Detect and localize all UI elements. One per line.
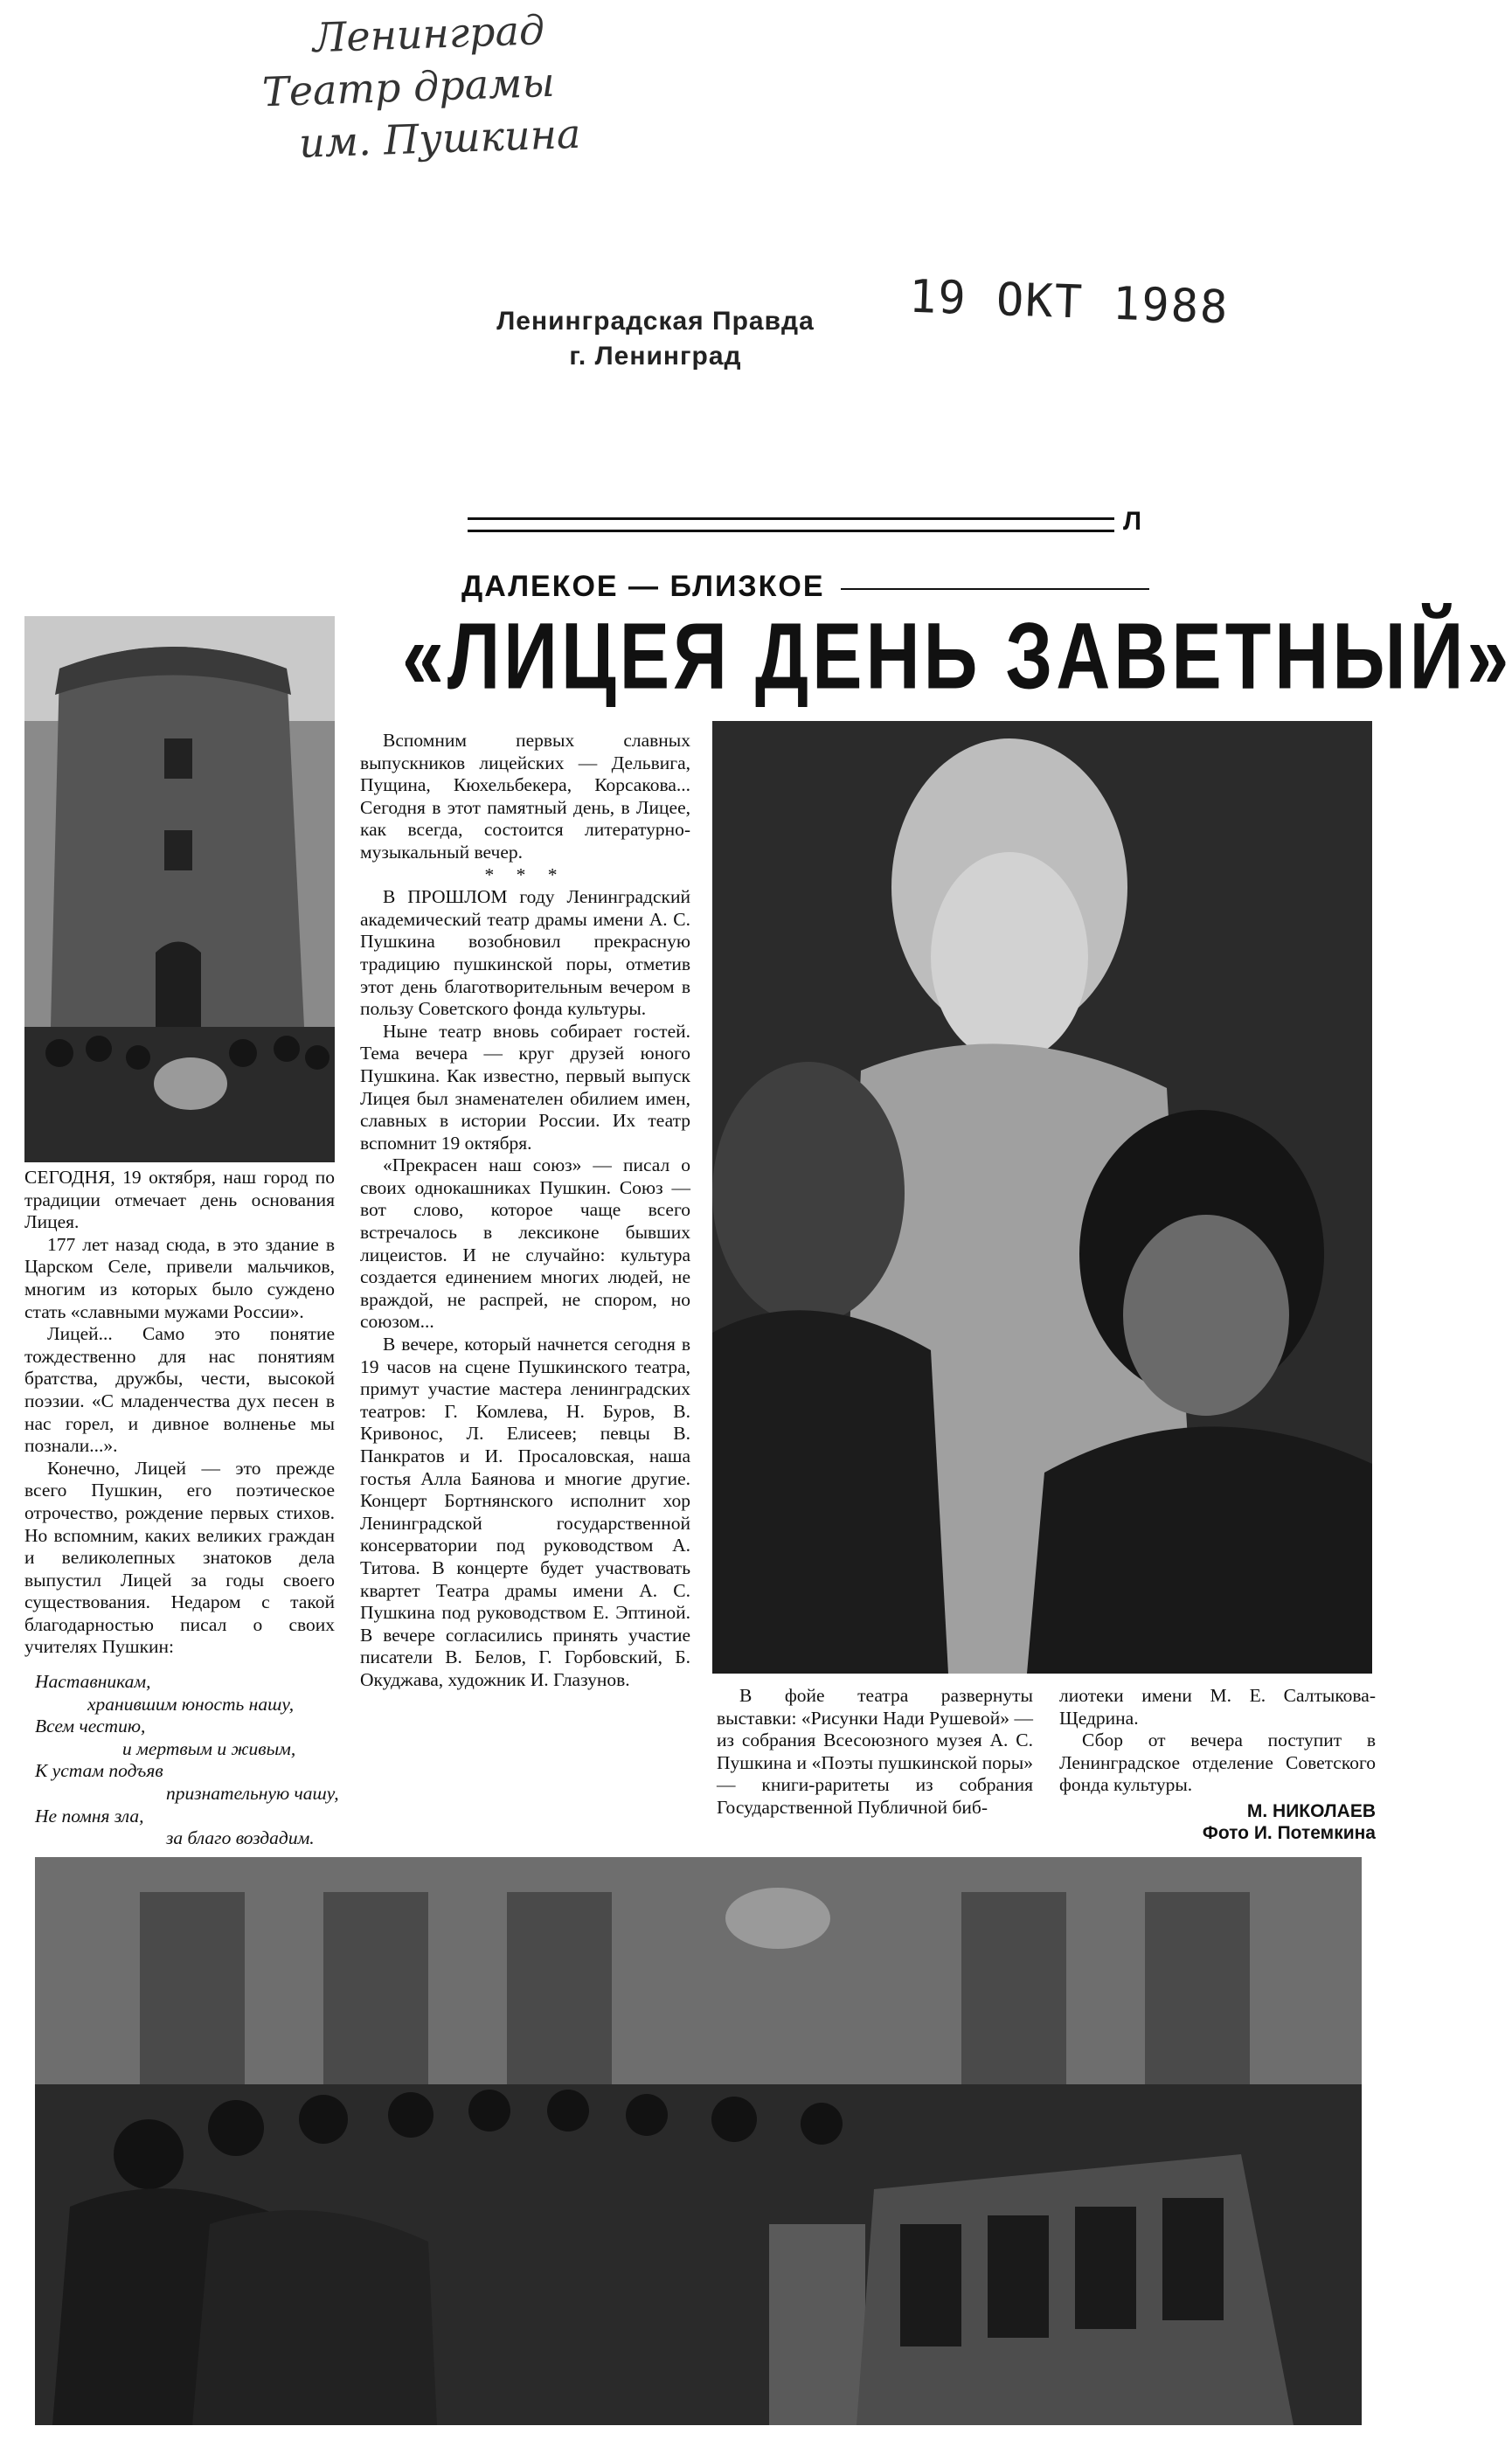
paragraph: 177 лет назад сюда, в это здание в Царском Селе, привели мальчиков, многим из которых было суждено стать «славными мужами России».	[24, 1233, 335, 1322]
header-rule-bottom	[468, 530, 1114, 532]
signature	[1059, 1800, 1376, 1844]
photo-credit: Фото И. Потемкина	[1202, 1822, 1376, 1843]
handwritten-line-theatre: Театр драмы	[261, 58, 556, 116]
paragraph: Лицей... Само это понятие тождественно для нас понятиям братства, дружбы, чести, высокой поэзии. «С младенчества дух песен в нас горел, и дивное волненье мы познали...».	[24, 1323, 335, 1457]
headline: «ЛИЦЕЯ ДЕНЬ ЗАВЕТНЫЙ»	[402, 604, 1512, 710]
handwritten-line-city: Ленинград	[312, 6, 545, 62]
handwritten-line-name: им. Пушкина	[298, 109, 582, 167]
paragraph: «Прекрасен наш союз» — писал о своих однокашниках Пушкин. Союз — вот слово, которое чаще всего встречалось в лексиконе бывших лицеистов. И не случайно: культура создается единением многих людей, не враждой, не распрей, не спором, но союзом...	[360, 1154, 690, 1333]
column-middle	[360, 730, 690, 1692]
section-divider: * * *	[484, 863, 566, 885]
verse-line: Всем честию,	[35, 1716, 146, 1737]
bust-photo	[712, 721, 1372, 1674]
paragraph: Ныне театр вновь собирает гостей. Тема вечера — круг друзей юного Пушкина. Как известно, первый выпуск Лицея был знаменателен обилием имен, славных в истории России. Их театр вспомнит 19 октября.	[360, 1020, 690, 1154]
column-right-1	[717, 1685, 1033, 1820]
paragraph: СЕГОДНЯ, 19 октября, наш город по традиции отмечает день основания Лицея.	[24, 1167, 335, 1233]
verse-line: за благо воздадим.	[166, 1827, 315, 1849]
paragraph: Сбор от вечера поступит в Ленинградское отделение Советского фонда культуры.	[1059, 1730, 1376, 1796]
column-right-2	[1059, 1685, 1376, 1844]
column-left	[24, 1167, 335, 1659]
verse-line: Наставникам,	[35, 1671, 151, 1692]
paragraph: В вечере, который начнется сегодня в 19 часов на сцене Пушкинского театра, примут участие мастера ленинградских театров: Г. Комлева, Н. Буров, В. Кривонос, Л. Елисеев; певцы В. Панкратов и И. Просаловская, наша гостья Алла Баянова и многие другие. Концерт Бортнянского исполнит хор Ленинградской государственной консерватории под руководством А. Титова. В концерте будет участвовать квартет Театра драмы имени А. С. Пушкина под руководством Е. Эптиной. В вечере согласились принять участие писатели В. Белов, Г. Горбовский, Б. Окуджава, художник И. Глазунов.	[360, 1334, 690, 1690]
date-stamp: 19 ОКТ 1988	[908, 270, 1231, 335]
publication-source	[489, 304, 822, 374]
author-name: М. НИКОЛАЕВ	[1246, 1800, 1376, 1821]
paragraph: В ПРОШЛОМ году Ленинградский академический театр драмы имени А. С. Пушкина возобновил прекрасную традицию пушкинской поры, отметив этот день благотворительным вечером в пользу Советского фонда культуры.	[360, 886, 690, 1020]
tower-photo	[24, 616, 335, 1162]
paragraph: Вспомним первых славных выпускников лицейских — Дельвига, Пущина, Кюхельбекера, Корсакова... Сегодня в этот памятный день, в Лицее, как всегда, состоится литературно-музыкальный вечер.	[360, 730, 690, 863]
rubric: ДАЛЕКОЕ — БЛИЗКОЕ	[446, 570, 841, 604]
publication-city: г. Ленинград	[569, 342, 742, 371]
paragraph: лиотеки имени М. Е. Салтыкова-Щедрина.	[1059, 1685, 1376, 1729]
handwritten-note	[261, 3, 582, 169]
verse-line: признательную чашу,	[166, 1782, 339, 1804]
verse-line: хранившим юность нашу,	[87, 1693, 295, 1715]
publication-name: Ленинградская Правда	[496, 307, 815, 336]
rule-label: Л	[1123, 507, 1142, 536]
paragraph: Конечно, Лицей — это прежде всего Пушкин, его поэтическое отрочество, рождение первых стихов. Но вспомним, каких великих граждан и великолепных знатоков дела выпустил Лицей за годы своего существования. Недаром с такой благодарностью писал о своих учителях Пушкин:	[24, 1457, 335, 1658]
verse-line: К устам подъяв	[35, 1760, 163, 1782]
hall-photo	[35, 1857, 1362, 2425]
verse-line: Не помня зла,	[35, 1805, 144, 1827]
header-rule-top	[468, 517, 1114, 520]
paragraph: В фойе театра развернуты выставки: «Рисунки Нади Рушевой» — из собрания Всесоюзного музея А. С. Пушкина и «Поэты пушкинской поры» — книги-раритеты из собрания Государственной Публичной биб-	[717, 1685, 1033, 1818]
verse	[35, 1671, 341, 1850]
verse-line: и мертвым и живым,	[122, 1737, 296, 1759]
